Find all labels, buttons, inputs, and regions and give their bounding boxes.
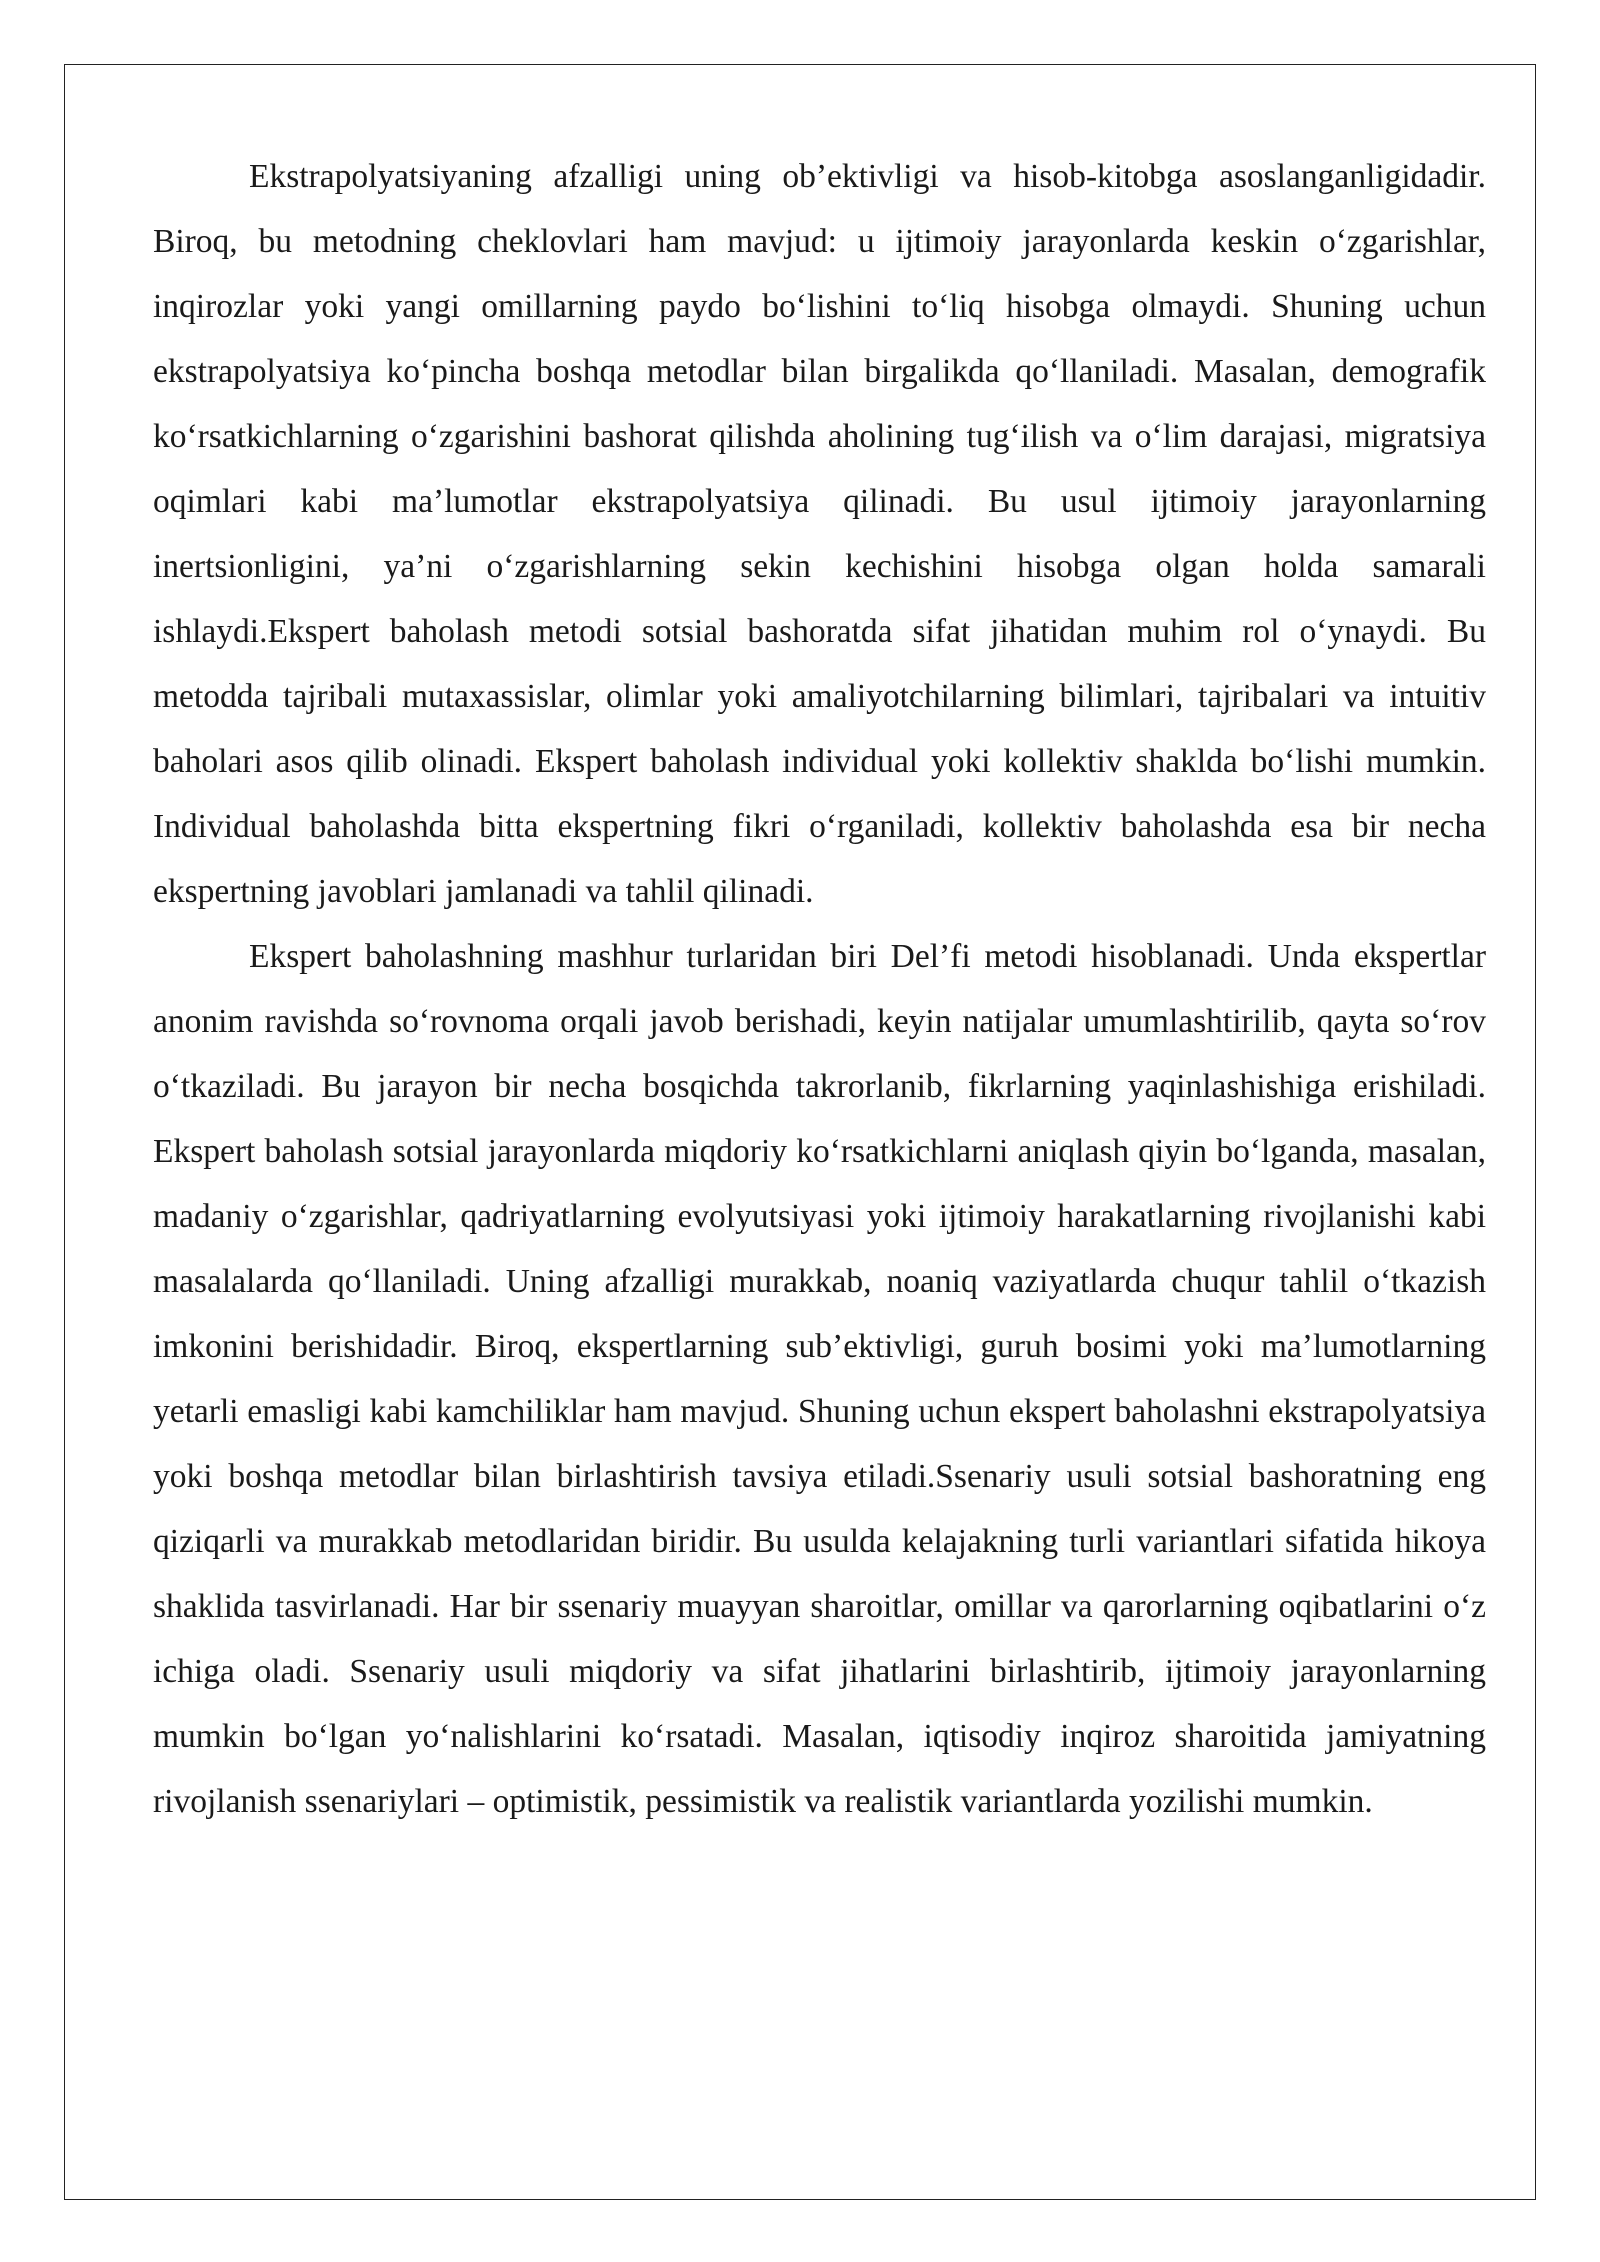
document-body [153, 144, 1486, 1834]
paragraph: Ekspert baholashning mashhur turlaridan biri Del’fi metodi hisoblanadi. Unda ekspertlar anonim ravishda soʻrovnoma orqali javob berishadi, keyin natijalar umumlashtirilib, qayta soʻrov oʻtkaziladi. Bu jarayon bir necha bosqichda takrorlanib, fikrlarning yaqinlashishiga erishiladi. Ekspert baholash sotsial jarayonlarda miqdoriy koʻrsatkichlarni aniqlash qiyin boʻlganda, masalan, madaniy oʻzgarishlar, qadriyatlarning evolyutsiyasi yoki ijtimoiy harakatlarning rivojlanishi kabi masalalarda qoʻllaniladi. Uning afzalligi murakkab, noaniq vaziyatlarda chuqur tahlil oʻtkazish imkonini berishidadir. Biroq, ekspertlarning sub’ektivligi, guruh bosimi yoki ma’lumotlarning yetarli emasligi kabi kamchiliklar ham mavjud. Shuning uchun ekspert baholashni ekstrapolyatsiya yoki boshqa metodlar bilan birlashtirish tavsiya etiladi.Ssenariy usuli sotsial bashoratning eng qiziqarli va murakkab metodlaridan biridir. Bu usulda kelajakning turli variantlari sifatida hikoya shaklida tasvirlanadi. Har bir ssenariy muayyan sharoitlar, omillar va qarorlarning oqibatlarini oʻz ichiga oladi. Ssenariy usuli miqdoriy va sifat jihatlarini birlashtirib, ijtimoiy jarayonlarning mumkin boʻlgan yoʻnalishlarini koʻrsatadi. Masalan, iqtisodiy inqiroz sharoitida jamiyatning rivojlanish ssenariylari – optimistik, pessimistik va realistik variantlarda yozilishi mumkin. [153, 938, 1486, 1820]
paragraph: Ekstrapolyatsiyaning afzalligi uning ob’ektivligi va hisob-kitobga asoslanganligidadir. Biroq, bu metodning cheklovlari ham mavjud: u ijtimoiy jarayonlarda keskin oʻzgarishlar, inqirozlar yoki yangi omillarning paydo boʻlishini toʻliq hisobga olmaydi. Shuning uchun ekstrapolyatsiya koʻpincha boshqa metodlar bilan birgalikda qoʻllaniladi. Masalan, demografik koʻrsatkichlarning oʻzgarishini bashorat qilishda aholining tugʻilish va oʻlim darajasi, migratsiya oqimlari kabi ma’lumotlar ekstrapolyatsiya qilinadi. Bu usul ijtimoiy jarayonlarning inertsionligini, ya’ni oʻzgarishlarning sekin kechishini hisobga olgan holda samarali ishlaydi.Ekspert baholash metodi sotsial bashoratda sifat jihatidan muhim rol oʻynaydi. Bu metodda tajribali mutaxassislar, olimlar yoki amaliyotchilarning bilimlari, tajribalari va intuitiv baholari asos qilib olinadi. Ekspert baholash individual yoki kollektiv shaklda boʻlishi mumkin. Individual baholashda bitta ekspertning fikri oʻrganiladi, kollektiv baholashda esa bir necha ekspertning javoblari jamlanadi va tahlil qilinadi. [153, 158, 1486, 910]
